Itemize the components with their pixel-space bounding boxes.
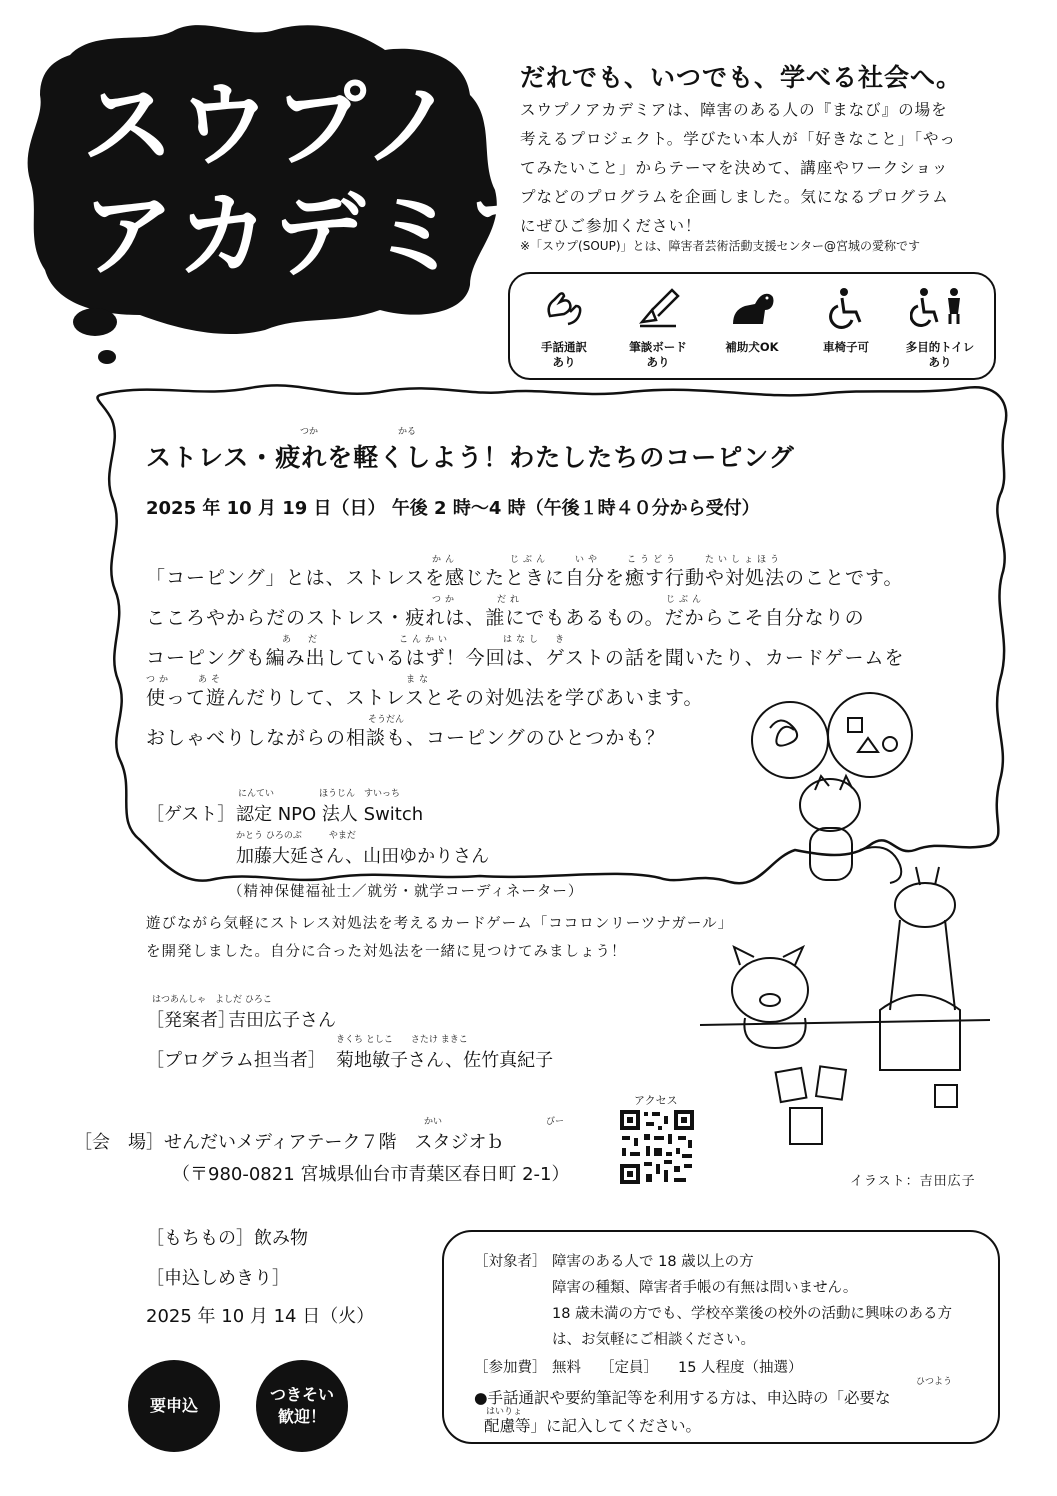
fee-label: ［参加費］ <box>474 1360 547 1376</box>
venue-label: ［会 場］ <box>74 1132 164 1153</box>
description-line: 「コーピング」とは、ストレスを感じたときに自分を癒す行動や対処法のことです。 <box>146 567 904 589</box>
access-item-wheelchair <box>802 286 890 355</box>
assistance-dog-icon <box>727 286 777 330</box>
event-date: 2025 年 10 月 19 日（日） 午後 2 時〜4 時（午後１時４０分から受付） <box>146 498 760 519</box>
intro-line: 考えるプロジェクト。学びたい本人が「好きなこと」「やっ <box>520 130 957 148</box>
guest-label: ［ゲスト］ <box>146 804 236 825</box>
access-item-writing-board <box>614 286 702 370</box>
illustration-tiger <box>800 776 901 883</box>
badge-companion-welcome: つきそい 歓迎！ <box>256 1360 348 1452</box>
proposer-label: ［発案者］ <box>146 1010 236 1031</box>
fee-value: 無料 <box>552 1360 581 1376</box>
guest-names: 加藤大延さん、山田ゆかりさん <box>236 846 490 867</box>
badge-application-required: 要申込 <box>128 1360 220 1452</box>
intro-line: てみたいこと」からテーマを決めて、講座やワークショッ <box>520 159 949 177</box>
guest-desc-line: を開発しました。自分に合った対処法を一緒に見つけてみましょう！ <box>146 944 627 960</box>
intro-line: スウプノアカデミアは、障害のある人の『まなび』の場を <box>520 101 948 119</box>
illustration-pig <box>732 947 808 1048</box>
desc-ruby: あ だ こんかい はなし き <box>282 635 569 645</box>
venue-address: （〒980-0821 宮城県仙台市青葉区春日町 2-1） <box>172 1164 570 1185</box>
access-label: 補助犬OK <box>725 340 779 354</box>
capacity-label: ［定員］ <box>600 1360 658 1376</box>
target-note: 18 歳未満の方でも、学校卒業後の校外の活動に興味のある方 <box>552 1306 953 1322</box>
writing-board-icon <box>636 286 680 330</box>
desc-ruby: そうだん <box>368 715 405 725</box>
guest-names-ruby: かとう ひろのぶ やまだ <box>236 831 356 841</box>
intro-line: プなどのプログラムを企画しました。気になるプログラム <box>520 188 949 206</box>
intro-text <box>520 96 1000 241</box>
guest-org: 認定 NPO 法人 Switch <box>236 804 424 825</box>
description-line: 使って遊んだりして、ストレスとその対処法を学びあいます。 <box>146 687 704 709</box>
thought-bubble-2 <box>98 350 116 364</box>
illustration-cards <box>752 693 912 778</box>
title-ruby-2: かる <box>398 427 417 437</box>
illustration-cards-on-table <box>776 1066 957 1144</box>
sign-language-icon <box>542 286 586 330</box>
venue-name: せんだいメディアテーク７階 スタジオｂ <box>164 1132 505 1153</box>
notice-ruby-2: はいりょ <box>486 1407 523 1417</box>
access-item-sign-language <box>520 286 608 370</box>
title-ruby-1: つか <box>300 427 319 437</box>
wheelchair-icon <box>824 286 868 330</box>
notice-line: 配慮等」に記入してください。 <box>484 1417 702 1435</box>
venue-ruby-b: びー <box>546 1117 565 1127</box>
target-value: 障害のある人で 18 歳以上の方 <box>552 1254 754 1270</box>
guest-org-ruby: にんてい ほうじん すいっち <box>238 789 401 799</box>
qr-label: アクセス <box>634 1094 678 1107</box>
desc-ruby: かん じぶん いや こうどう たいしょほう <box>432 555 784 565</box>
intro-line: にぜひご参加ください！ <box>520 217 702 235</box>
proposer-ruby: はつあんしゃ よしだ ひろこ <box>152 995 272 1005</box>
notice-line: ●手話通訳や要約筆記等を利用する方は、申込時の「必要な <box>474 1389 891 1407</box>
access-item-accessible-toilet <box>896 286 984 370</box>
illustration-giraffe <box>880 867 960 1070</box>
access-item-assistance-dog <box>708 286 796 355</box>
accessibility-box <box>508 272 996 380</box>
access-label: 筆談ボード あり <box>629 340 687 369</box>
deadline-label: ［申込しめきり］ <box>146 1268 290 1289</box>
desc-ruby: つか あそ まな <box>146 675 433 685</box>
target-note: 障害の種類、障害者手帳の有無は問いません。 <box>552 1280 858 1296</box>
notice-ruby-1: ひつよう <box>916 1377 953 1387</box>
description-line: コーピングも編み出しているはず！今回は、ゲストの話を聞いたり、カードゲームを <box>146 647 905 669</box>
guest-role: （精神保健福祉士／就労・就学コーディネーター） <box>228 884 584 900</box>
access-label: 車椅子可 <box>823 340 869 354</box>
desc-ruby: つか だれ じぶん <box>432 595 706 605</box>
staff-names: 菊地敏子さん、佐竹真紀子 <box>336 1050 554 1071</box>
staff-ruby: きくち としこ さたけ まきこ <box>336 1035 468 1045</box>
venue-ruby-kai: かい <box>424 1117 443 1127</box>
description-line: こころやからだのストレス・疲れは、誰にでもあるもの。だからこそ自分なりの <box>146 607 865 629</box>
target-note: は、お気軽にご相談ください。 <box>552 1332 755 1348</box>
soup-note: ※「スウプ(SOUP)」とは、障害者芸術活動支援センター@宮城の愛称です <box>520 239 921 253</box>
staff-label: ［プログラム担当者］ <box>146 1050 326 1071</box>
logo-line-2: アカデミア <box>82 182 562 289</box>
thought-bubble-1 <box>73 308 117 336</box>
guest-desc-line: 遊びながら気軽にストレス対処法を考えるカードゲーム「ココロンリーツナガール」 <box>146 916 734 932</box>
illustration-credit: イラスト：吉田広子 <box>850 1174 976 1189</box>
proposer-name: 吉田広子さん <box>228 1010 336 1031</box>
logo-line-1: スウプノ <box>82 72 459 179</box>
access-qr-code[interactable] <box>618 1108 696 1186</box>
tagline: だれでも、いつでも、学べる社会へ。 <box>520 63 963 92</box>
access-label: 手話通訳 あり <box>541 340 587 369</box>
event-title: ストレス・疲れを軽くしよう！わたしたちのコーピング <box>146 443 795 472</box>
target-label: ［対象者］ <box>474 1254 547 1270</box>
deadline-date: 2025 年 10 月 14 日（火） <box>146 1306 375 1327</box>
accessible-toilet-icon <box>910 286 970 330</box>
description-line: おしゃべりしながらの相談も、コーピングのひとつかも？ <box>146 727 666 749</box>
belongings: ［もちもの］飲み物 <box>146 1228 308 1249</box>
capacity-value: 15 人程度（抽選） <box>678 1360 803 1376</box>
access-label: 多目的トイレ あり <box>905 340 975 369</box>
